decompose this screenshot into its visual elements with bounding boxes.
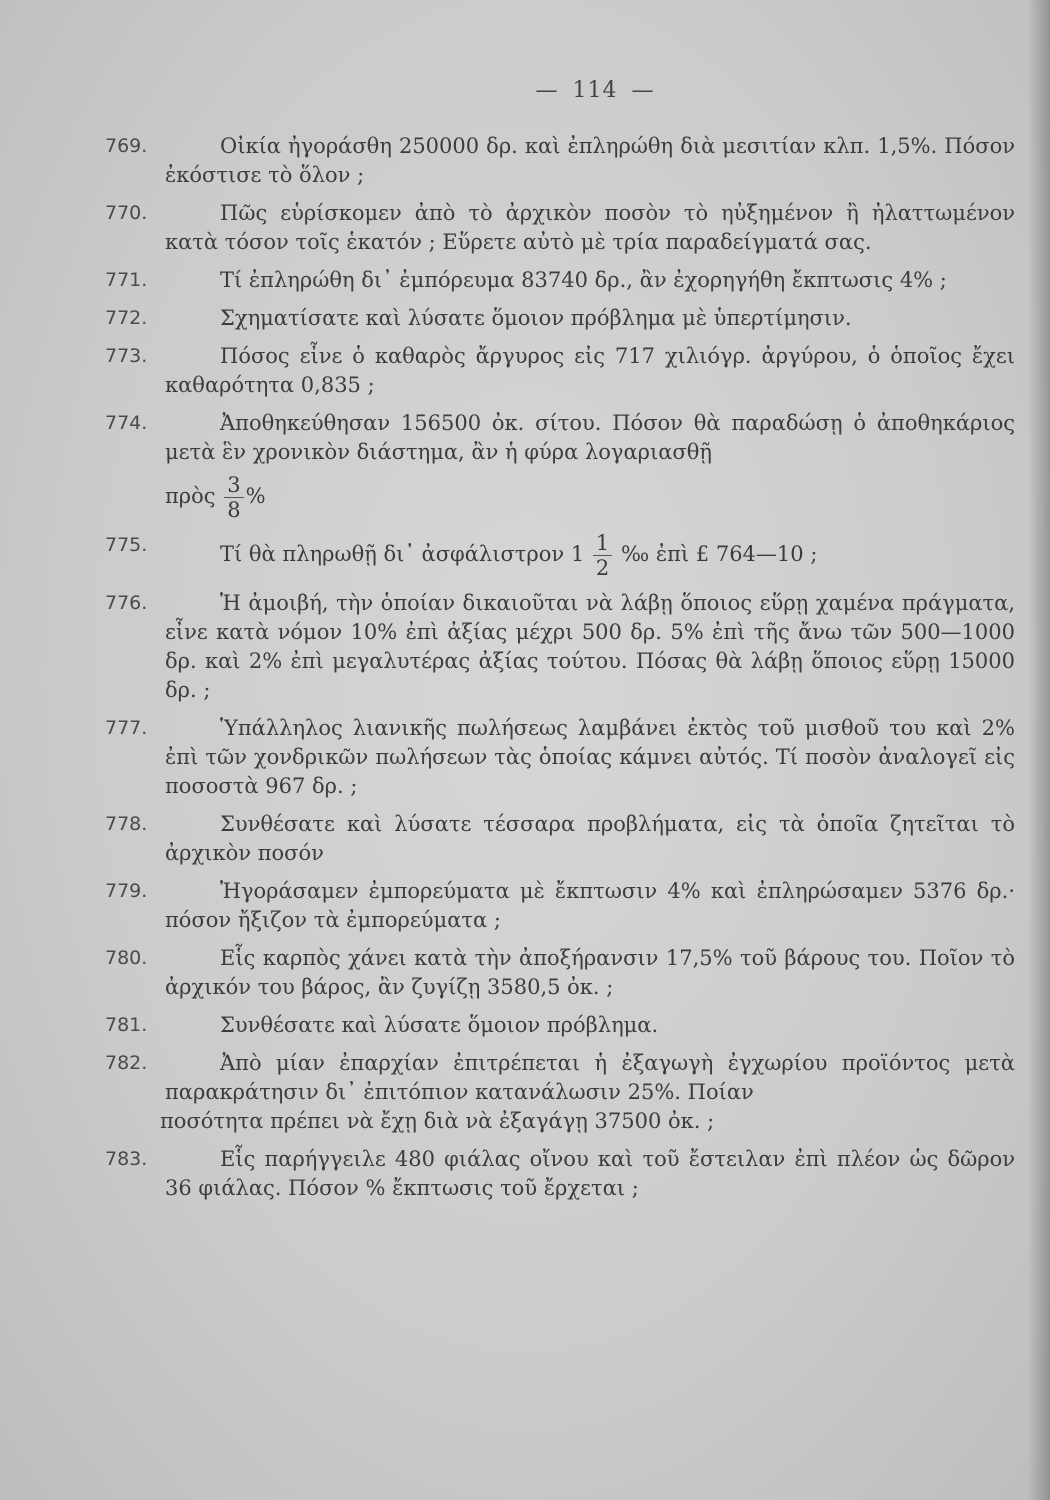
- problem-number: 779.: [105, 880, 148, 902]
- problem-text: Σχηματίσατε καὶ λύσατε ὅμοιον πρόβλημα μὲ ὑπερτίμησιν.: [220, 306, 852, 330]
- page-number-value: 114: [572, 78, 618, 103]
- fraction-numerator: 3: [224, 473, 243, 498]
- problem-text-after: ‰ ἐπὶ £ 764—10 ;: [620, 542, 818, 566]
- problem-number: 776.: [105, 592, 148, 614]
- problem-text: Τί ἐπληρώθη δι᾽ ἐμπόρευμα 83740 δρ., ἂν ἐχορηγήθη ἔκπτωσις 4% ;: [220, 268, 947, 292]
- fraction-denominator: 2: [595, 556, 610, 580]
- fraction: [224, 473, 243, 522]
- problem-text: Συνθέσατε καὶ λύσατε ὅμοιον πρόβλημα.: [220, 1013, 659, 1037]
- problem-782: [105, 1049, 1015, 1136]
- fraction-denominator: 8: [227, 498, 241, 522]
- problem-779: [105, 877, 1015, 935]
- problem-770: [105, 199, 1015, 257]
- problem-number: 782.: [105, 1052, 148, 1074]
- problem-text: Οἰκία ἠγοράσθη 250000 δρ. καὶ ἐπληρώθη διὰ μεσιτίαν κλπ. 1,5%. Πόσον ἐκόστισε τὸ ὅλον ;: [165, 134, 1015, 187]
- problem-number: 773.: [105, 345, 148, 367]
- problem-text-before: Τί θὰ πληρωθῇ δι᾽ ἀσφάλιστρον 1: [220, 542, 585, 566]
- problem-text: Πόσος εἶνε ὁ καθαρὸς ἄργυρος εἰς 717 χιλιόγρ. ἀργύρου, ὁ ὁποῖος ἔχει καθαρότητα 0,835 ;: [165, 344, 1015, 397]
- problem-text-tail-after: %: [245, 484, 266, 508]
- problem-number: 769.: [105, 135, 148, 157]
- fraction-line: [165, 473, 1015, 522]
- problem-text: Εἷς παρήγγειλε 480 φιάλας οἴνου καὶ τοῦ ἔστειλαν ἐπὶ πλέον ὡς δῶρον 36 φιάλας. Πόσον % ἔκπτωσις τοῦ ἔρχεται ;: [165, 1147, 1015, 1200]
- problem-number: 778.: [105, 813, 148, 835]
- problem-774: [105, 409, 1015, 522]
- problem-number: 781.: [105, 1014, 148, 1036]
- problem-text-tail-before: πρὸς: [165, 484, 216, 508]
- problem-772: [105, 304, 1015, 333]
- page-edge-shadow: [1028, 0, 1050, 1500]
- problem-text-main: Ἀποθηκεύθησαν 156500 ὀκ. σίτου. Πόσον θὰ παραδώσῃ ὁ ἀποθηκάριος μετὰ ἓν χρονικὸν διάστημα, ἂν ἡ φύρα λογαριασθῇ: [165, 411, 1015, 464]
- problem-text: [105, 1049, 1015, 1136]
- problem-number: 770.: [105, 202, 148, 224]
- problem-number: 771.: [105, 269, 148, 291]
- problem-number: 783.: [105, 1148, 148, 1170]
- fraction: [593, 531, 612, 580]
- fraction-numerator: 1: [593, 531, 612, 556]
- problem-773: [105, 342, 1015, 400]
- problem-776: [105, 589, 1015, 705]
- problem-text: [105, 531, 1015, 580]
- page-number-dash-right: —: [631, 78, 655, 103]
- problem-text-main: Ἀπὸ μίαν ἐπαρχίαν ἐπιτρέπεται ἡ ἐξαγωγὴ ἐγχωρίου προϊόντος μετὰ παρακράτησιν δι᾽ ἐπιτόπιον κατανάλωσιν 25%. Ποίαν: [165, 1051, 1015, 1104]
- problem-number: 775.: [105, 534, 148, 556]
- problem-text: Συνθέσατε καὶ λύσατε τέσσαρα προβλήματα, εἰς τὰ ὁποῖα ζητεῖται τὸ ἀρχικὸν ποσόν: [165, 812, 1015, 865]
- problem-number: 774.: [105, 412, 148, 434]
- problem-text-continuation: ποσότητα πρέπει νὰ ἔχῃ διὰ νὰ ἐξαγάγῃ 37500 ὀκ. ;: [160, 1109, 715, 1133]
- problem-771: [105, 266, 1015, 295]
- problem-number: 780.: [105, 947, 148, 969]
- problem-text: Πῶς εὑρίσκομεν ἀπὸ τὸ ἀρχικὸν ποσὸν τὸ ηὐξημένον ἢ ἠλαττωμένον κατὰ τόσον τοῖς ἑκατόν ; Εὕρετε αὐτὸ μὲ τρία παραδείγματά σας.: [165, 201, 1015, 254]
- page-number-dash-left: —: [535, 78, 559, 103]
- problem-783: [105, 1145, 1015, 1203]
- problem-text: Εἷς καρπὸς χάνει κατὰ τὴν ἀποξήρανσιν 17,5% τοῦ βάρους του. Ποῖον τὸ ἀρχικόν του βάρος, ἂν ζυγίζῃ 3580,5 ὀκ. ;: [165, 946, 1015, 999]
- problem-780: [105, 944, 1015, 1002]
- problem-text: Ἠγοράσαμεν ἐμπορεύματα μὲ ἔκπτωσιν 4% καὶ ἐπληρώσαμεν 5376 δρ.· πόσον ἤξιζον τὰ ἐμπορεύματα ;: [165, 879, 1015, 932]
- problem-778: [105, 810, 1015, 868]
- problem-781: [105, 1011, 1015, 1040]
- problem-775: [105, 531, 1015, 580]
- problem-list: [105, 132, 1015, 1212]
- problem-text: Ἡ ἀμοιβή, τὴν ὁποίαν δικαιοῦται νὰ λάβῃ ὅποιος εὕρῃ χαμένα πράγματα, εἶνε κατὰ νόμον 10% ἐπὶ ἀξίας μέχρι 500 δρ. 5% ἐπὶ τῆς ἄνω τῶν 500—1000 δρ. καὶ 2% ἐπὶ μεγαλυτέρας ἀξίας τούτου. Πόσας θὰ λάβῃ ὅποιος εὕρῃ 15000 δρ. ;: [165, 591, 1015, 702]
- problem-number: 772.: [105, 307, 148, 329]
- problem-777: [105, 714, 1015, 801]
- problem-number: 777.: [105, 717, 148, 739]
- problem-text: Ὑπάλληλος λιανικῆς πωλήσεως λαμβάνει ἐκτὸς τοῦ μισθοῦ του καὶ 2% ἐπὶ τῶν χονδρικῶν πωλήσεων τὰς ὁποίας κάμνει αὐτός. Τί ποσὸν ἀναλογεῖ εἰς ποσοστὰ 967 δρ. ;: [165, 716, 1015, 798]
- page-number: [0, 78, 1050, 103]
- problem-769: [105, 132, 1015, 190]
- problem-text: [105, 409, 1015, 522]
